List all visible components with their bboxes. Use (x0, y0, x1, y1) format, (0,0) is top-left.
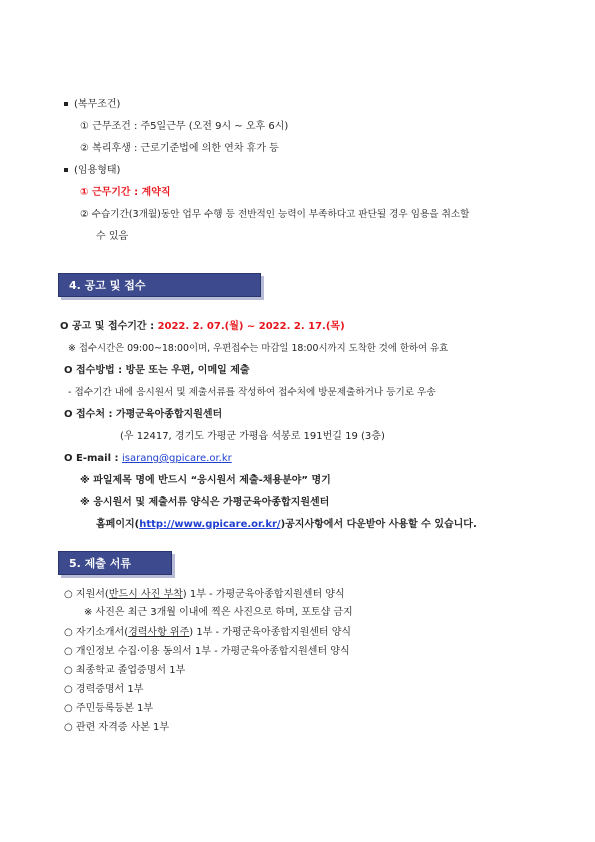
document-item (64, 721, 169, 735)
circle-bullet-icon: ○ (64, 684, 76, 695)
document-item-text: 지원서( (75, 589, 109, 600)
file-name-note: ※ 파일제목 명에 반드시 “응시원서 제출-채용분야” 명기 (80, 475, 331, 486)
document-item-text: 관련 자격증 사본 1부 (75, 722, 170, 733)
document-item-text: 자기소개서( (75, 627, 129, 638)
circle-bullet-icon: ○ (64, 589, 76, 600)
period-note: ※ 접수시간은 09:00~18:00이며, 우편접수는 마감일 18:00시까지 도착한 것에 한하여 유효 (68, 343, 449, 354)
document-item (64, 626, 351, 640)
employ-item-2-cont: 수 있음 (96, 231, 129, 242)
circle-bullet-icon: ○ (64, 627, 76, 638)
square-bullet-icon (64, 102, 68, 106)
place-line: O 접수처 : 가평군육아종합지원센터 (64, 409, 223, 420)
circle-bullet-icon: ○ (64, 646, 76, 657)
document-item-text: 경력증명서 1부 (75, 684, 144, 695)
document-item-text: 주민등록등본 1부 (75, 703, 154, 714)
homepage-link[interactable]: http://www.gpicare.or.kr/ (139, 519, 281, 530)
employ-item-1: ① 근무기간 : 계약직 (80, 187, 171, 198)
email-link[interactable]: isarang@gpicare.or.kr (121, 453, 232, 464)
document-item (84, 606, 353, 620)
document-item (64, 645, 350, 659)
period-line: O 공고 및 접수기간 : 2022. 2. 07.(월) ~ 2022. 2. 17.(목) (60, 321, 345, 332)
circle-bullet-icon: ○ (64, 703, 76, 714)
document-item-text: ) 1부 - 가평군육아종합지원센터 양식 (189, 627, 352, 638)
employ-item-2: ② 수습기간(3개월)동안 업무 수행 등 전반적인 능력이 부족하다고 판단될 경우 임용을 취소할 (80, 209, 470, 220)
document-item (64, 683, 143, 697)
square-bullet-icon (64, 168, 68, 172)
document-item (64, 588, 345, 602)
circle-bullet-icon: ○ (64, 722, 76, 733)
duty-header: (복무조건) (64, 98, 120, 112)
section-5-header: 5. 제출 서류 (58, 551, 172, 575)
duty-item-2: ② 복리후생 : 근로기준법에 의한 연차 휴가 등 (80, 143, 279, 154)
document-item (64, 702, 153, 716)
address-line: (우 12417, 경기도 가평군 가평읍 석봉로 191번길 19 (3층) (120, 431, 385, 442)
method-line: O 접수방법 : 방문 또는 우편, 이메일 제출 (64, 365, 250, 376)
form-note-line1: ※ 응시원서 및 제출서류 양식은 가평군육아종합지원센터 (80, 497, 330, 508)
method-note: - 접수기간 내에 응시원서 및 제출서류를 작성하여 접수처에 방문제출하거나 등기로 우송 (68, 387, 436, 398)
circle-bullet-icon: ○ (64, 665, 76, 676)
form-note-line2: 홈페이지(http://www.gpicare.or.kr/)공지사항에서 다운받아 사용할 수 있습니다. (96, 519, 477, 530)
document-item-text: ) 1부 - 가평군육아종합지원센터 양식 (182, 589, 345, 600)
section-4-header: 4. 공고 및 접수 (58, 273, 261, 297)
email-line: O E-mail : isarang@gpicare.or.kr (64, 453, 232, 464)
document-item-emphasis: 반드시 사진 부착 (108, 589, 183, 600)
employ-header: (임용형태) (64, 164, 120, 178)
document-item-emphasis: 경력사항 위주 (128, 627, 190, 638)
document-item-text: 개인정보 수집·이용 동의서 1부 - 가평군육아종합지원센터 양식 (75, 646, 350, 657)
document-item-text: ※ 사진은 최근 3개월 이내에 찍은 사진으로 하며, 포토샵 금지 (84, 607, 353, 618)
document-item (64, 664, 185, 678)
document-item-text: 최종학교 졸업증명서 1부 (75, 665, 186, 676)
duty-item-1: ① 근무조건 : 주5일근무 (오전 9시 ~ 오후 6시) (80, 121, 289, 132)
